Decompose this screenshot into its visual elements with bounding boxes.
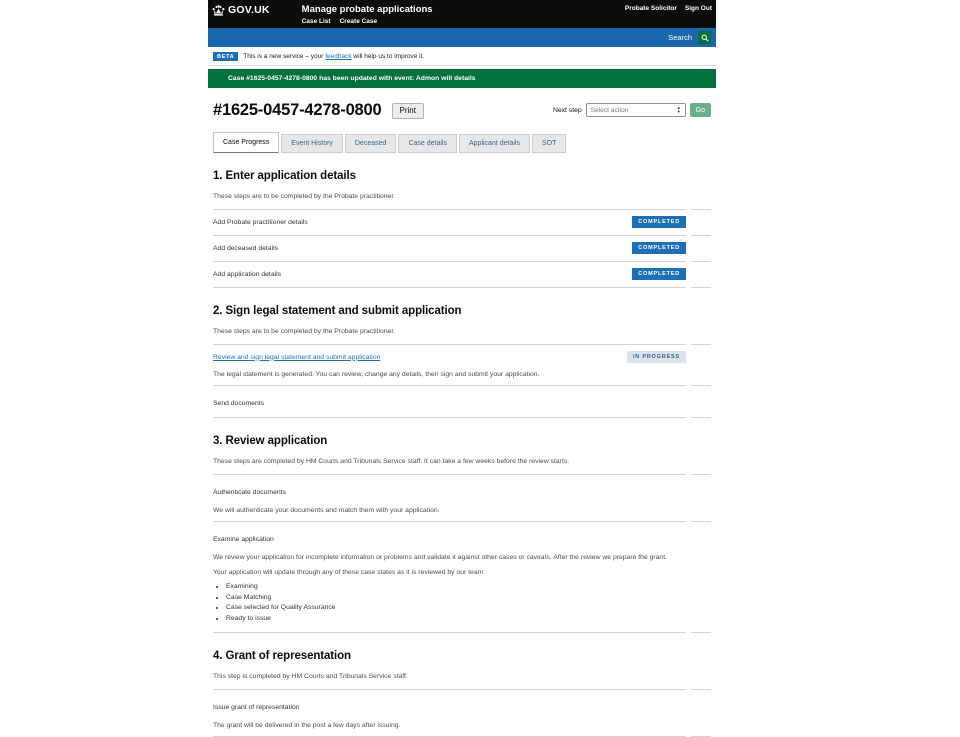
- task-label: Authenticate documents: [213, 489, 286, 496]
- search-link[interactable]: Search: [668, 33, 692, 42]
- task-label: Examine application: [213, 536, 274, 543]
- section-heading: 1. Enter application details: [213, 170, 356, 182]
- task-row: [213, 475, 711, 522]
- task-row: [213, 386, 711, 418]
- service-name[interactable]: Manage probate applications: [301, 4, 433, 15]
- review-and-sign-link[interactable]: Review and sign legal statement and submit application: [213, 353, 381, 361]
- select-spinner-icon: ▲ ▼: [676, 105, 681, 114]
- task-description: The grant will be delivered in the post a few days after issuing.: [213, 722, 401, 729]
- go-button[interactable]: Go: [690, 103, 711, 117]
- task-label: Add deceased details: [213, 244, 278, 252]
- section-heading: 4. Grant of representation: [213, 650, 351, 662]
- print-button[interactable]: Print: [392, 103, 424, 119]
- phase-banner: [208, 47, 716, 66]
- section-heading: 2. Sign legal statement and submit application: [213, 305, 462, 317]
- task-description: The legal statement is generated. You can review, change any details, then sign and submit your application.: [213, 371, 540, 378]
- phase-text-after: will help us to improve it.: [351, 53, 425, 60]
- section-grant-of-representation: [213, 650, 711, 737]
- next-step-select[interactable]: [586, 103, 686, 117]
- feedback-link[interactable]: feedback: [325, 53, 352, 60]
- phase-text-before: This is a new service – your: [243, 53, 326, 60]
- sign-out-link[interactable]: Sign Out: [684, 5, 712, 12]
- task-table: [213, 689, 711, 737]
- crown-icon: [212, 5, 225, 16]
- section-intro: These steps are completed by HM Courts and Tribunals Service staff. It can take a few weeks before the review starts.: [213, 458, 570, 465]
- search-button[interactable]: [698, 31, 711, 44]
- section-intro: These steps are to be completed by the Probate practitioner.: [213, 193, 396, 200]
- case-title: #1625-0457-4278-0800: [213, 101, 382, 119]
- tab-case-progress[interactable]: Case Progress: [213, 132, 279, 153]
- section-enter-application-details: [213, 170, 711, 288]
- tab-sot[interactable]: SOT: [532, 134, 566, 153]
- case-state-item: • Case selected for Quality Assurance: [226, 604, 686, 611]
- section-sign-legal-statement: [213, 305, 711, 418]
- case-state-item: • Examining: [226, 583, 686, 590]
- section-intro: This step is completed by HM Courts and Tribunals Service staff.: [213, 673, 408, 680]
- page: [208, 0, 716, 737]
- nav-case-list[interactable]: Case List: [301, 18, 331, 25]
- task-table: [213, 209, 711, 288]
- case-states-list: [226, 583, 686, 622]
- status-badge: COMPLETED: [632, 216, 686, 228]
- task-row: [213, 262, 711, 288]
- tab-applicant-details[interactable]: Applicant details: [459, 134, 530, 153]
- task-description: We will authenticate your documents and match them with your application.: [213, 507, 440, 514]
- header-nav: [302, 18, 433, 25]
- task-description: Your application will update through any of these case states as it is reviewed by our team:: [213, 569, 486, 576]
- task-row: [213, 345, 711, 386]
- next-step-label: Next step: [552, 106, 582, 114]
- task-label: Send documents: [213, 400, 265, 407]
- tab-case-details[interactable]: Case details: [398, 134, 457, 153]
- task-table: [213, 344, 711, 418]
- govuk-logo-text: GOV.UK: [228, 4, 270, 16]
- search-bar: [208, 28, 716, 47]
- status-badge: COMPLETED: [632, 242, 686, 254]
- user-role-label: Probate Solicitor: [624, 5, 677, 12]
- event-alert-text: Case #1625-0457-4278-0800 has been updated with event: Admon will details: [228, 75, 476, 82]
- section-review-application: [213, 435, 711, 633]
- tab-event-history[interactable]: Event History: [281, 134, 343, 153]
- task-description: We review your application for incomplete information or problems and validate it against other cases or caveats. After the review we prepare the grant.: [213, 554, 667, 561]
- task-row: [213, 690, 711, 737]
- beta-tag: BETA: [213, 52, 238, 61]
- task-label: Issue grant of representation: [213, 704, 300, 711]
- search-icon: [701, 34, 709, 42]
- tab-deceased[interactable]: Deceased: [345, 134, 397, 153]
- event-alert-banner: [208, 69, 716, 88]
- govuk-logo[interactable]: [212, 2, 270, 18]
- section-intro: These steps are to be completed by the Probate practitioner.: [213, 328, 396, 335]
- task-row: [213, 210, 711, 236]
- task-table: [213, 474, 711, 633]
- govuk-header: [208, 0, 716, 28]
- phase-banner-text: [243, 53, 424, 60]
- nav-create-case[interactable]: Create Case: [339, 18, 378, 25]
- case-state-item: • Ready to issue: [226, 615, 686, 622]
- task-label: Add application details: [213, 270, 282, 278]
- case-state-item: • Case Matching: [226, 594, 686, 601]
- status-badge: COMPLETED: [632, 268, 686, 280]
- case-header-row: [213, 101, 711, 120]
- section-heading: 3. Review application: [213, 435, 328, 447]
- task-label: Add Probate practitioner details: [213, 218, 308, 226]
- status-badge: IN PROGRESS: [627, 351, 686, 363]
- case-tabs: [213, 132, 711, 153]
- task-row: [213, 522, 711, 633]
- task-row: [213, 236, 711, 262]
- next-step-select-value: Select action: [590, 106, 629, 114]
